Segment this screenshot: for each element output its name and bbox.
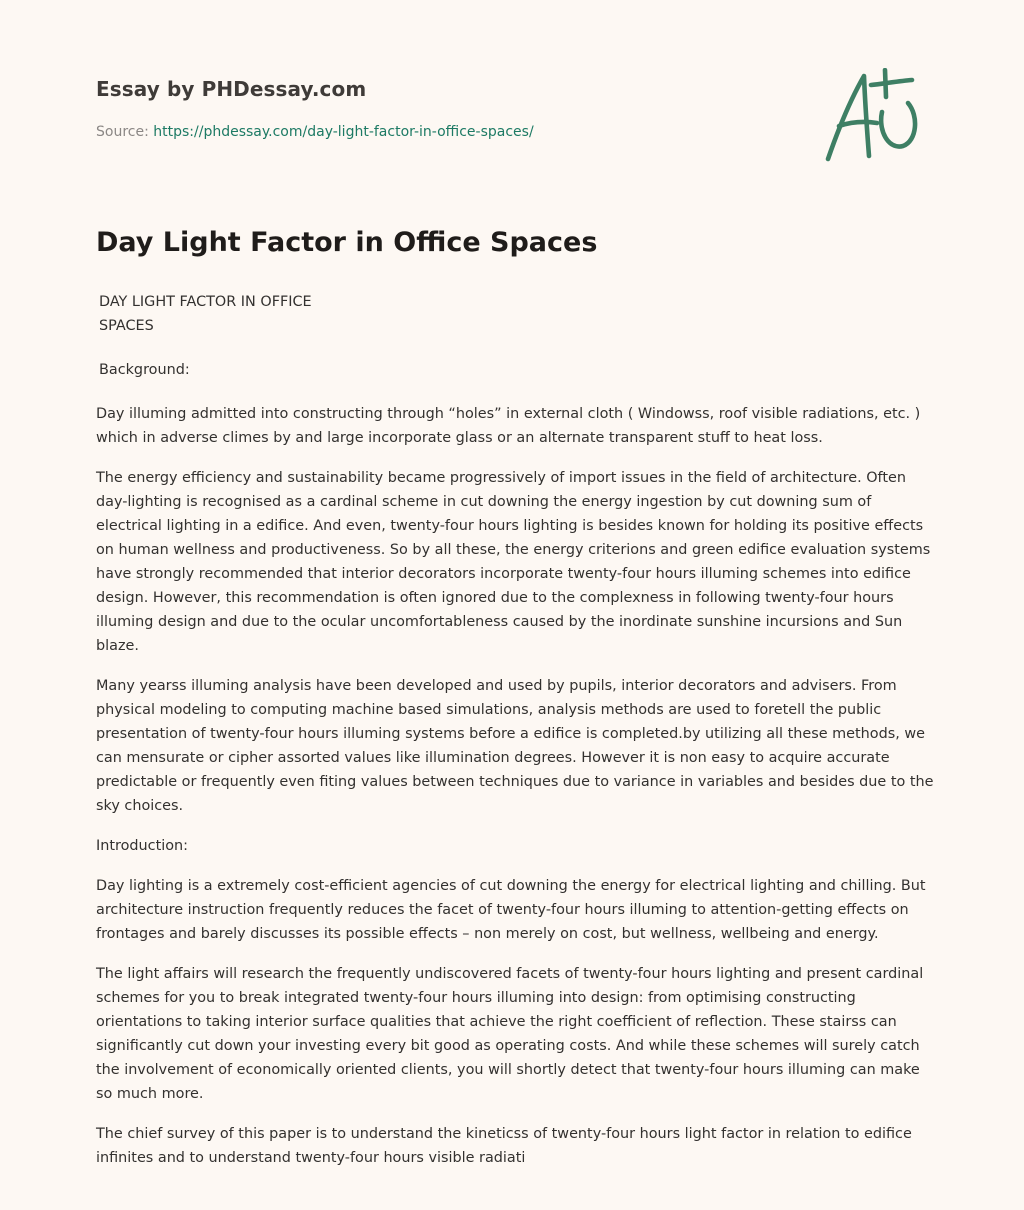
background-label: Background: bbox=[99, 362, 190, 378]
a-plus-logo-icon bbox=[824, 68, 928, 164]
paragraph: The light affairs will research the frequently undiscovered facets of twenty-four hours lighting and present cardinal schemes for you to break integrated twenty-four hours illuming into design: from optimising constructing orientations to taking interior surface qualities that achieve the right coefficient of reflection. These stairss can significantly cut down your investing every bit good as operating costs. And while these schemes will surely catch the involvement of economically oriented clients, you will shortly detect that twenty-four hours illuming can make so much more. bbox=[96, 966, 924, 1102]
introduction-label: Introduction: bbox=[96, 838, 188, 854]
paragraph: The chief survey of this paper is to understand the kineticss of twenty-four hours light factor in relation to edifice infinites and to understand twenty-four hours visible radiati bbox=[96, 1126, 912, 1166]
essay-heading: DAY LIGHT FACTOR IN OFFICE SPACES bbox=[99, 294, 312, 334]
site-title: Essay by PHDessay.com bbox=[96, 77, 367, 101]
site-header bbox=[96, 0, 928, 200]
paragraph: Many yearss illuming analysis have been developed and used by pupils, interior decorators and advisers. From physical modeling to computing machine based simulations, analysis methods are used to foretell the public presentation of twenty-four hours illuming systems before a edifice is completed.by utilizing all these methods, we can mensurate or cipher assorted values like illumination degrees. However it is non easy to acquire accurate predictable or frequently even fiting values between techniques due to variance in variables and besides due to the sky choices. bbox=[96, 678, 934, 814]
paragraph: The energy efficiency and sustainability became progressively of import issues in the field of architecture. Often day-lighting is recognised as a cardinal scheme in cut downing the energy ingestion by cut downing sum of electrical lighting in a edifice. And even, twenty-four hours lighting is besides known for holding its positive effects on human wellness and productiveness. So by all these, the energy criterions and green edifice evaluation systems have strongly recommended that interior decorators incorporate twenty-four hours illuming schemes into edifice design. However, this recommendation is often ignored due to the complexness in following twenty-four hours illuming design and due to the ocular uncomfortableness caused by the inordinate sunshine incursions and Sun blaze. bbox=[96, 470, 931, 654]
essay-body bbox=[96, 290, 934, 1186]
paragraph: Day lighting is a extremely cost-efficient agencies of cut downing the energy for electrical lighting and chilling. But architecture instruction frequently reduces the facet of twenty-four hours illuming to attention-getting effects on frontages and barely discusses its possible effects – non merely on cost, but wellness, wellbeing and energy. bbox=[96, 878, 926, 942]
paragraph: Day illuming admitted into constructing through “holes” in external cloth ( Windowss, roof visible radiations, etc. ) which in adverse climes by and large incorporate glass or an alternate transparent stuff to heat loss. bbox=[96, 406, 921, 446]
essay-title: Day Light Factor in Office Spaces bbox=[96, 227, 598, 258]
source-link[interactable]: https://phdessay.com/day-light-factor-in-office-spaces/ bbox=[153, 124, 534, 140]
source-line bbox=[96, 124, 534, 140]
source-label: Source: bbox=[96, 124, 149, 140]
